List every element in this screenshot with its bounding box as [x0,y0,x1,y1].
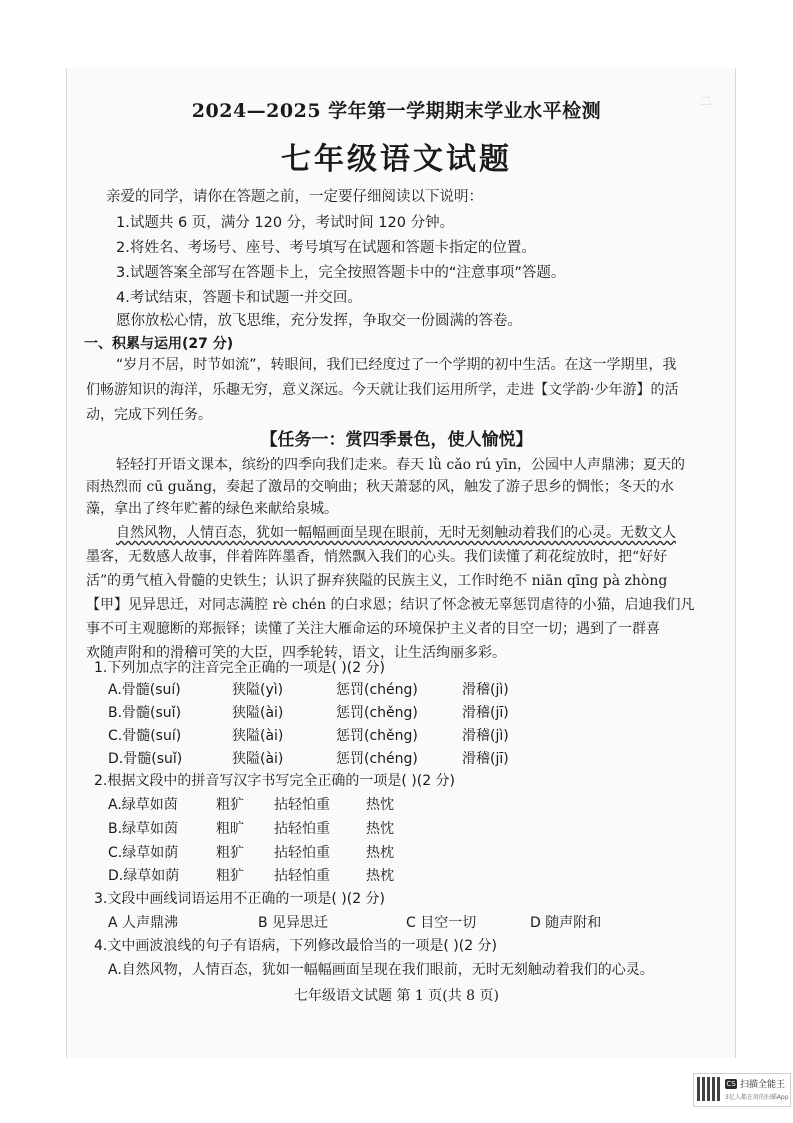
task-title: 【任务一：赏四季景色，使人愉悦】 [260,430,533,450]
passage-line: 雨热烈而 cū guǎng，奏起了激昂的交响曲；秋天萧瑟的风，触发了游子思乡的惆怅；冬天的水 [86,479,675,495]
option-d-word4: 热枕 [366,868,394,884]
passage-line: 欢随声附和的滑稽可笑的大臣，四季轮转，语文，让生活绚丽多彩。 [86,645,506,661]
option-c-word4: 滑稽(jì) [462,728,509,744]
instruction-item: 3.试题答案全部写在答题卡上，完全按照答题卡中的“注意事项”答题。 [116,265,566,281]
instruction-item: 1.试题共 6 页，满分 120 分，考试时间 120 分钟。 [116,215,455,231]
passage-line: 【甲】见异思迁，对同志满腔 rè chén 的白求恩；结识了怀念被无辜惩罚虐待的小猫，启迪我们凡 [86,597,695,613]
question-stem: 4.文中画波浪线的句子有语病，下列修改最恰当的一项是( )(2 分) [94,938,498,954]
instructions-wish: 愿你放松心情，放飞思维，充分发挥，争取交一份圆满的答卷。 [116,313,522,329]
option-d: D 随声附和 [530,915,602,931]
option-b-word3: 拈轻怕重 [274,821,330,837]
bleed-through-text: 二 [700,94,713,108]
option-c: C.骨髓(suí) [108,728,182,744]
option-d-word4: 滑稽(jī) [462,751,509,767]
option-b: B.绿草如茵 [108,821,179,837]
option-a: A.绿草如茵 [108,797,178,813]
option-b-word4: 滑稽(jī) [462,705,509,721]
scanner-watermark [693,1073,791,1107]
option-c: C 目空一切 [406,915,477,931]
exam-title: 2024—2025 学年第一学期期末学业水平检测 [191,100,602,122]
option-d-word2: 粗犷 [216,868,244,884]
option-d-word2: 狭隘(ài) [232,751,284,767]
option-d: D.骨髓(suǐ) [108,751,183,767]
option-d: D.绿草如荫 [108,868,180,884]
option-c-word4: 热枕 [366,845,394,861]
instruction-item: 4.考试结束，答题卡和试题一并交回。 [116,290,362,306]
option-a-word2: 粗犷 [216,797,244,813]
passage-line: 活”的勇气植入骨髓的史铁生；认识了摒弃狭隘的民族主义，工作时绝不 niān qīng pà zhòng [86,573,668,589]
option-a: A.自然风物，人情百态，犹如一幅幅画面呈现在我们眼前，无时无刻触动着我们的心灵。 [108,962,654,978]
passage-line: 事不可主观臆断的郑振铎；读懂了关注大雁命运的环境保护主义者的目空一切；遇到了一群喜 [86,621,660,637]
option-d-word3: 拈轻怕重 [274,868,330,884]
subject-title: 七年级语文试题 [281,142,512,177]
section-intro-line: 动，完成下列任务。 [86,407,212,423]
option-b-word4: 热忱 [366,821,394,837]
section-intro-line: “岁月不居，时节如流”，转眼间，我们已经度过了一个学期的初中生活。在这一学期里，我 [116,357,677,373]
instruction-item: 2.将姓名、考场号、座号、考号填写在试题和答题卡指定的位置。 [116,240,536,256]
option-d-word3: 惩罚(chéng) [336,751,418,767]
option-c-word2: 狭隘(ài) [232,728,284,744]
option-a-word3: 惩罚(chéng) [336,682,418,698]
option-b-word2: 狭隘(ài) [232,705,284,721]
option-a-word3: 拈轻怕重 [274,797,330,813]
option-c-word2: 粗犷 [216,845,244,861]
option-a-word4: 滑稽(jì) [462,682,509,698]
page-footer: 七年级语文试题 第 1 页(共 8 页) [294,988,499,1004]
watermark-tagline: 3亿人都在用的扫描App [725,1094,789,1101]
option-c: C.绿草如荫 [108,845,179,861]
passage-line-wavy: 自然风物，人情百态，犹如一幅幅画面呈现在眼前，无时无刻触动着我们的心灵。无数文人 [116,525,676,541]
option-b: B 见异思迁 [258,915,329,931]
option-a-word4: 热忱 [366,797,394,813]
qr-code-icon [697,1077,721,1101]
option-a: A.骨髓(suí) [108,682,181,698]
instructions-greeting: 亲爱的同学，请你在答题之前，一定要仔细阅读以下说明： [106,189,483,205]
option-a: A 人声鼎沸 [108,915,179,931]
watermark-app-name: 扫描全能王 [740,1080,786,1090]
option-c-word3: 惩罚(chěng) [336,728,418,744]
question-stem: 1.下列加点字的注音完全正确的一项是( )(2 分) [94,660,386,676]
passage-line: 藻，拿出了终年贮蓄的绿色来献给泉城。 [86,501,338,517]
option-b-word2: 粗旷 [216,821,244,837]
passage-line: 墨客，无数感人故事，伴着阵阵墨香，悄然飘入我们的心头。我们读懂了莉花绽放时，把“好好 [86,549,668,565]
question-stem: 3.文段中画线词语运用不正确的一项是( )(2 分) [94,891,386,907]
camscanner-logo-icon: CS [726,1080,736,1088]
option-a-word2: 狭隘(yì) [232,682,284,698]
section-intro-line: 们畅游知识的海洋，乐趣无穷，意义深远。今天就让我们运用所学，走进【文学韵·少年游】的活 [86,382,679,398]
option-b: B.骨髓(suǐ) [108,705,182,721]
option-c-word3: 拈轻怕重 [274,845,330,861]
question-stem: 2.根据文段中的拼音写汉字书写完全正确的一项是( )(2 分) [94,773,456,789]
section-heading: 一、积累与运用(27 分) [84,336,234,352]
option-b-word3: 惩罚(chěng) [336,705,418,721]
passage-line: 轻轻打开语文课本，缤纷的四季向我们走来。春天 lǜ cǎo rú yīn，公园中人声鼎沸；夏天的 [116,457,686,473]
